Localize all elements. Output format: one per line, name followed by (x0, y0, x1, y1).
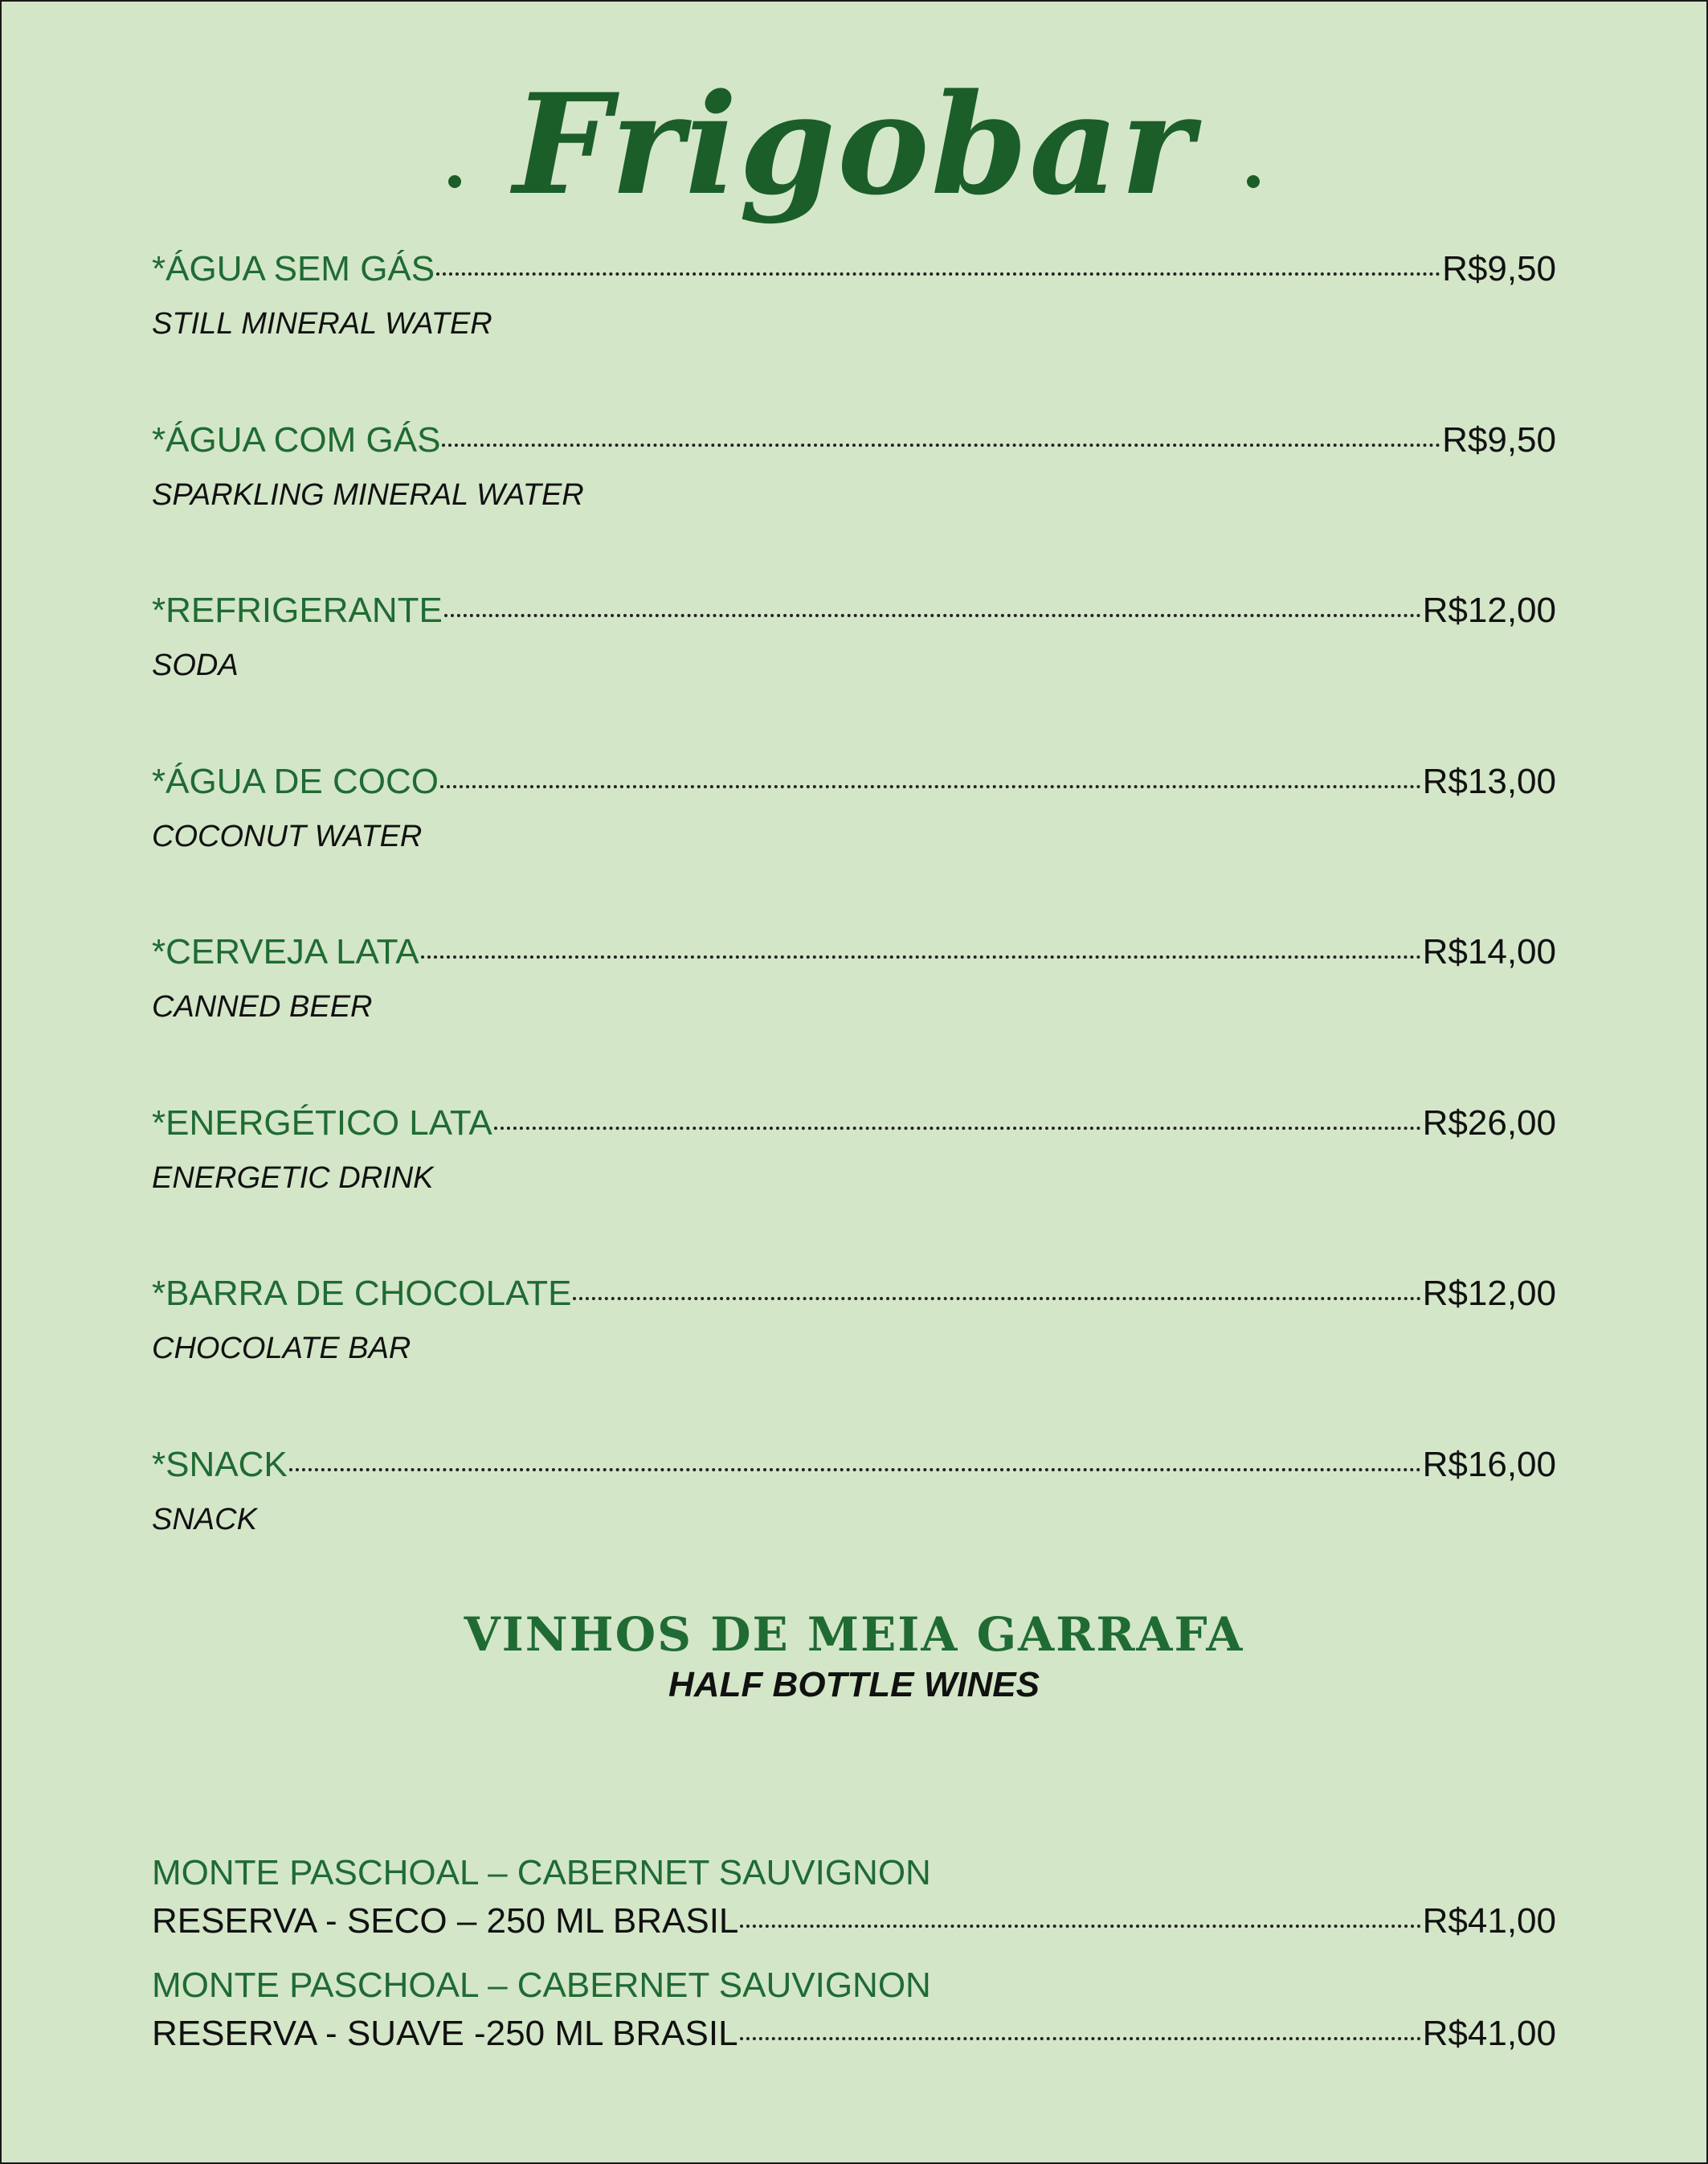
item-price: R$12,00 (1422, 591, 1556, 630)
dot-leader (494, 1127, 1421, 1130)
wine-name: MONTE PASCHOAL – CABERNET SAUVIGNON (152, 1966, 931, 2005)
dot-leader (573, 1297, 1420, 1300)
menu-item (152, 1445, 1556, 1616)
dot-leader (440, 785, 1421, 788)
wine-description: RESERVA - SUAVE -250 ML BRASIL (152, 2014, 738, 2053)
menu-list (152, 249, 1556, 1615)
item-name: *ÁGUA SEM GÁS (152, 249, 435, 288)
item-price: R$9,50 (1442, 419, 1556, 460)
item-price: R$16,00 (1422, 1444, 1556, 1484)
item-translation: STILL MINERAL WATER (152, 307, 492, 341)
item-translation: SNACK (152, 1502, 257, 1536)
wine-price: R$41,00 (1422, 2014, 1556, 2053)
title-row (0, 48, 1708, 241)
title-dot-right (1247, 175, 1260, 188)
menu-item (152, 420, 1556, 591)
dot-leader (289, 1468, 1421, 1471)
wine-description: RESERVA - SECO – 250 ML BRASIL (152, 1901, 739, 1941)
section-title: VINHOS DE MEIA GARRAFA (464, 1607, 1244, 1662)
item-price: R$14,00 (1422, 932, 1556, 972)
menu-item (152, 1274, 1556, 1445)
item-price: R$26,00 (1422, 1102, 1556, 1143)
dot-leader (444, 614, 1421, 617)
item-translation: CANNED BEER (152, 990, 373, 1024)
item-price: R$13,00 (1422, 761, 1556, 801)
item-translation: CHOCOLATE BAR (152, 1332, 411, 1365)
dot-leader (421, 955, 1421, 959)
item-name: *BARRA DE CHOCOLATE (152, 1274, 572, 1313)
item-price: R$9,50 (1442, 249, 1556, 288)
menu-item (152, 249, 1556, 420)
menu-item (152, 1103, 1556, 1274)
item-name: *ENERGÉTICO LATA (152, 1102, 492, 1143)
wines-section-header (0, 1607, 1708, 1705)
dot-leader (436, 272, 1440, 276)
menu-item (152, 762, 1556, 933)
menu-item (152, 932, 1556, 1103)
item-price: R$12,00 (1422, 1274, 1556, 1313)
dot-leader (442, 444, 1440, 447)
section-subtitle: HALF BOTTLE WINES (668, 1665, 1040, 1704)
item-name: *REFRIGERANTE (152, 591, 443, 630)
title-dot-left (448, 175, 461, 188)
wine-item (152, 1845, 1556, 1957)
item-translation: ENERGETIC DRINK (152, 1160, 434, 1195)
item-name: *CERVEJA LATA (152, 932, 419, 972)
wine-item (152, 1957, 1556, 2070)
item-translation: SODA (152, 648, 239, 682)
wine-name: MONTE PASCHOAL – CABERNET SAUVIGNON (152, 1853, 931, 1892)
dot-leader (740, 2037, 1421, 2040)
menu-item (152, 591, 1556, 762)
wine-price: R$41,00 (1422, 1901, 1556, 1941)
item-name: *ÁGUA DE COCO (152, 761, 439, 801)
item-name: *ÁGUA COM GÁS (152, 419, 441, 460)
wine-list (152, 1845, 1556, 2070)
item-translation: SPARKLING MINERAL WATER (152, 477, 584, 512)
item-name: *SNACK (152, 1444, 288, 1484)
item-translation: COCONUT WATER (152, 819, 423, 853)
dot-leader (740, 1925, 1420, 1928)
page-title: Frigobar (513, 63, 1195, 226)
